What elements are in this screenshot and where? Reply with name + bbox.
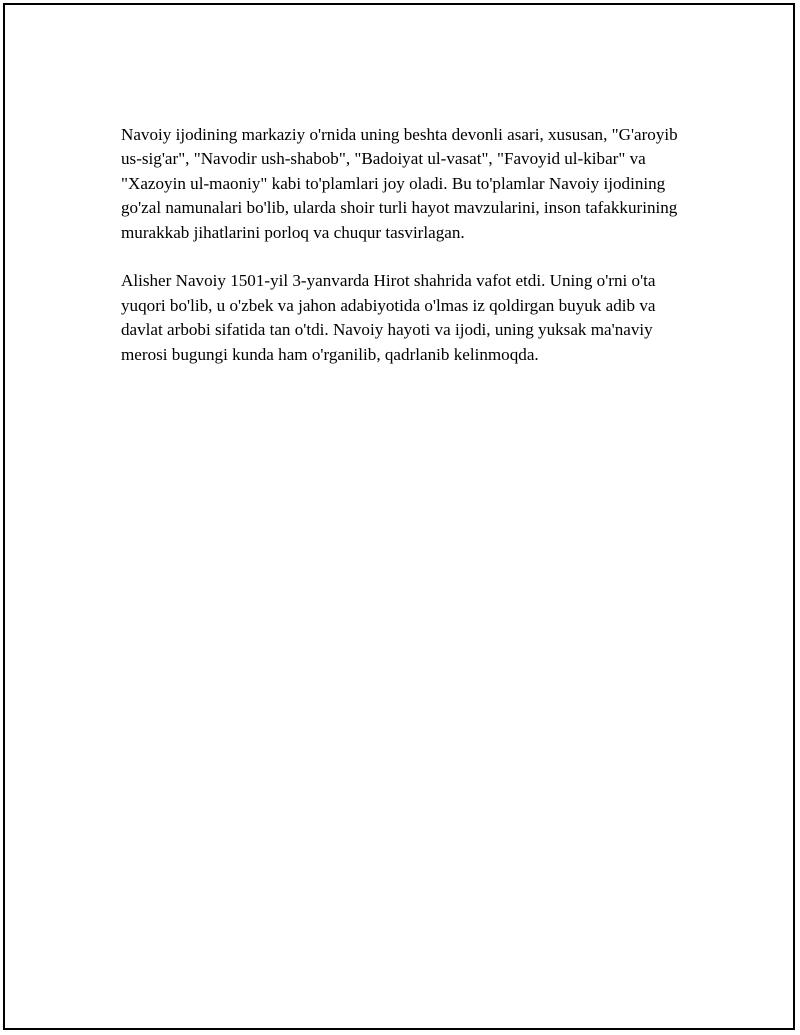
paragraph-2: Alisher Navoiy 1501-yil 3-yanvarda Hirot shahrida vafot etdi. Uning o'rni o'ta yuqori bo'lib, u o'zbek va jahon adabiyotida o'lmas iz qoldirgan buyuk adib va davlat arbobi sifatida tan o'tdi. Navoiy hayoti va ijodi, uning yuksak ma'naviy merosi bugungi kunda ham o'rganilib, qadrlanib kelinmoqda.: [121, 271, 656, 364]
page-frame: [3, 3, 795, 1030]
document-body: [121, 123, 701, 367]
paragraph-1: Navoiy ijodining markaziy o'rnida uning beshta devonli asari, xususan, "G'aroyib us-sig'ar", "Navodir ush-shabob", "Badoiyat ul-vasat", "Favoyid ul-kibar" va "Xazoyin ul-maoniy" kabi to'plamlari joy oladi. Bu to'plamlar Navoiy ijodining go'zal namunalari bo'lib, ularda shoir turli hayot mavzularini, inson tafakkurining murakkab jihatlarini porloq va chuqur tasvirlagan.: [121, 125, 678, 242]
